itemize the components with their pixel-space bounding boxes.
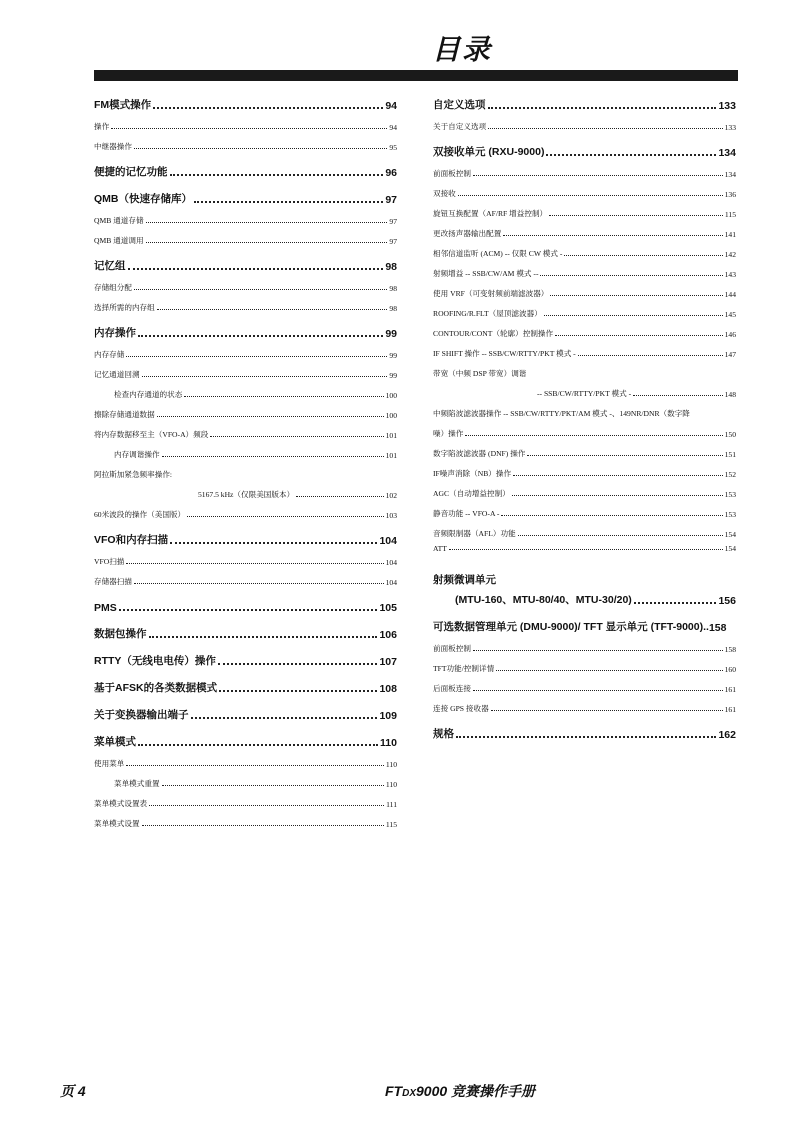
- toc-entry-label: RTTY（无线电电传）操作: [94, 655, 216, 667]
- toc-entry-label: 双接收单元 (RXU-9000): [433, 146, 545, 158]
- toc-entry: [433, 499, 736, 519]
- page-title: 目录: [432, 34, 493, 65]
- toc-entry-label: 可选数据管理单元 (DMU-9000)/ TFT 显示单元 (TFT-9000)..: [433, 621, 709, 633]
- toc-entry-label: 带宽（中频 DSP 带宽）调谐: [433, 369, 527, 378]
- toc-leader-dots: [518, 535, 723, 536]
- toc-entry: [94, 702, 397, 722]
- toc-leader-dots: [191, 717, 378, 719]
- toc-entry-page: 134: [724, 170, 736, 179]
- toc-leader-dots: [162, 456, 384, 457]
- toc-entry: [433, 199, 736, 219]
- toc-entry-label: 将内存数据移至主（VFO-A）频段: [94, 430, 209, 439]
- toc-entry: [433, 239, 736, 259]
- toc-leader-dots: [473, 175, 723, 176]
- toc-leader-dots: [564, 255, 722, 256]
- toc-entry: [433, 479, 736, 499]
- toc-entry-page: 100: [385, 391, 397, 400]
- toc-entry-page: 103: [385, 511, 397, 520]
- toc-leader-dots: [296, 496, 383, 497]
- toc-entry-label: 存储器扫描: [94, 577, 132, 586]
- toc-entry-label: 记忆组: [94, 260, 126, 272]
- toc-leader-dots: [146, 242, 388, 243]
- toc-leader-dots: [527, 455, 722, 456]
- toc-entry-label: 双接收: [433, 189, 456, 198]
- toc-entry: [94, 769, 397, 789]
- toc-entry: [433, 567, 736, 587]
- toc-entry: [94, 621, 397, 641]
- toc-entry-page: 97: [389, 217, 397, 226]
- toc-leader-dots: [496, 670, 722, 671]
- toc-entry-label: (MTU-160、MTU-80/40、MTU-30/20): [455, 594, 632, 606]
- toc-entry: [433, 379, 736, 399]
- toc-entry-label: 菜单模式设置: [94, 819, 140, 828]
- toc-entry-label: VFO扫描: [94, 557, 125, 566]
- toc-entry-label: VFO和内存扫描: [94, 534, 169, 546]
- toc-entry: [94, 273, 397, 293]
- toc-entry-page: 97: [389, 237, 397, 246]
- toc-entry: [94, 567, 397, 587]
- toc-leader-dots: [449, 549, 723, 550]
- header-bar: [94, 70, 738, 81]
- toc-entry: [433, 139, 736, 159]
- toc-leader-dots: [488, 107, 717, 109]
- toc-leader-dots: [219, 690, 377, 692]
- toc-entry: [433, 614, 736, 634]
- toc-entry-page: 102: [385, 491, 397, 500]
- toc-leader-dots: [126, 765, 384, 766]
- toc-leader-dots: [550, 295, 722, 296]
- toc-entry: [433, 539, 736, 553]
- toc-entry: [433, 587, 736, 607]
- toc-entry-label: 更改扬声器输出配置: [433, 229, 502, 238]
- toc-entry-label: 规格: [433, 728, 454, 740]
- toc-entry-label: 菜单模式设置表: [94, 799, 148, 808]
- toc-entry: [433, 259, 736, 279]
- toc-entry: [94, 527, 397, 547]
- toc-leader-dots: [546, 154, 716, 156]
- toc-entry-label: IF SHIFT 操作 -- SSB/CW/RTTY/PKT 模式 -: [433, 349, 576, 358]
- toc-entry: [433, 299, 736, 319]
- toc-leader-dots: [194, 201, 383, 203]
- toc-leader-dots: [170, 174, 384, 176]
- toc-entry-label: 关于变换器输出端子: [94, 709, 189, 721]
- toc-entry-label: 擦除存储通道数据: [94, 410, 155, 419]
- toc-leader-dots: [111, 128, 387, 129]
- toc-leader-dots: [162, 785, 384, 786]
- toc-entry-page: 158: [708, 622, 727, 634]
- toc-entry: [94, 253, 397, 273]
- toc-entry-label: 便捷的记忆功能: [94, 166, 168, 178]
- toc-leader-dots: [126, 563, 383, 564]
- toc-entry-label: 数字陷波滤波器 (DNF) 操作: [433, 449, 526, 458]
- toc-column-right: [433, 92, 736, 741]
- toc-entry: [433, 439, 736, 459]
- toc-entry-label: QMB（快速存储库）: [94, 193, 192, 205]
- toc-entry: [94, 226, 397, 246]
- toc-leader-dots: [153, 107, 383, 109]
- toc-entry-page: 94: [389, 123, 397, 132]
- toc-leader-dots: [210, 436, 383, 437]
- toc-entry: [94, 648, 397, 668]
- toc-entry-label: 内存操作: [94, 327, 136, 339]
- toc-entry-page: 160: [724, 665, 736, 674]
- toc-entry: [433, 519, 736, 539]
- toc-leader-dots: [501, 515, 722, 516]
- toc-entry-label: 存储组分配: [94, 283, 132, 292]
- toc-entry: [94, 400, 397, 420]
- toc-entry-page: 158: [724, 645, 736, 654]
- toc-entry-label: QMB 通道存储: [94, 216, 144, 225]
- toc-entry: [94, 749, 397, 769]
- manual-title: [385, 1081, 535, 1101]
- toc-entry-label: 阿拉斯加紧急频率操作:: [94, 470, 173, 479]
- toc-entry-label: 内存调谐操作: [114, 450, 160, 459]
- toc-entry-page: 146: [724, 330, 736, 339]
- toc-entry-label: 数据包操作: [94, 628, 147, 640]
- toc-leader-dots: [187, 516, 383, 517]
- toc-leader-dots: [465, 435, 722, 436]
- toc-leader-dots: [149, 636, 378, 638]
- toc-entry: [433, 159, 736, 179]
- toc-entry-page: 110: [385, 780, 397, 789]
- toc-leader-dots: [142, 376, 388, 377]
- toc-entry-page: 148: [724, 390, 736, 399]
- toc-entry-label: AGC（自动增益控制）: [433, 489, 510, 498]
- toc-entry: [94, 293, 397, 313]
- toc-leader-dots: [126, 356, 387, 357]
- toc-entry-page: 115: [385, 820, 397, 829]
- toc-leader-dots: [134, 583, 384, 584]
- toc-leader-dots: [633, 395, 722, 396]
- toc-entry: [433, 319, 736, 339]
- toc-leader-dots: [555, 335, 723, 336]
- toc-entry: [433, 279, 736, 299]
- toc-leader-dots: [544, 315, 723, 316]
- toc-entry-page: 100: [385, 411, 397, 420]
- toc-leader-dots: [578, 355, 723, 356]
- toc-entry: [94, 594, 397, 614]
- toc-entry-page: 104: [379, 535, 397, 547]
- toc-leader-dots: [473, 650, 723, 651]
- toc-entry-label: 前面板控制: [433, 644, 471, 653]
- toc-entry-page: 152: [724, 470, 736, 479]
- toc-entry: [94, 789, 397, 809]
- toc-entry-page: 111: [386, 800, 397, 809]
- toc-entry: [433, 721, 736, 741]
- toc-entry: [94, 380, 397, 400]
- toc-entry: [94, 420, 397, 440]
- toc-entry-label: 关于自定义选项: [433, 122, 487, 131]
- toc-entry-label: 选择所需的内存组: [94, 303, 155, 312]
- toc-entry-page: 98: [385, 261, 397, 273]
- toc-entry-label: PMS: [94, 602, 117, 614]
- toc-entry: [94, 460, 397, 480]
- toc-entry-label: 后面板连接: [433, 684, 471, 693]
- toc-entry-label: 自定义选项: [433, 99, 486, 111]
- toc-entry-label: FM模式操作: [94, 99, 152, 111]
- toc-leader-dots: [134, 289, 387, 290]
- toc-leader-dots: [458, 195, 723, 196]
- toc-entry-label: -- SSB/CW/RTTY/PKT 模式 -: [537, 389, 632, 398]
- toc-entry-page: 161: [724, 705, 736, 714]
- toc-leader-dots: [491, 710, 723, 711]
- toc-entry-page: 101: [385, 431, 397, 440]
- toc-entry-page: 133: [724, 123, 736, 132]
- toc-entry: [433, 694, 736, 714]
- toc-leader-dots: [184, 396, 383, 397]
- toc-entry-page: 162: [718, 729, 736, 741]
- manual-title-ft: FT: [385, 1083, 403, 1099]
- toc-entry: [94, 547, 397, 567]
- toc-entry-page: 104: [385, 558, 397, 567]
- toc-entry-page: 101: [385, 451, 397, 460]
- toc-entry-page: 97: [385, 194, 397, 206]
- toc-entry-page: 108: [379, 683, 397, 695]
- toc-leader-dots: [512, 495, 723, 496]
- toc-entry-label: 内存存储: [94, 350, 125, 359]
- toc-entry-page: 153: [724, 510, 736, 519]
- toc-entry: [433, 419, 736, 439]
- toc-entry-label: 操作: [94, 122, 110, 131]
- toc-entry: [433, 112, 736, 132]
- toc-entry-page: 99: [389, 351, 397, 360]
- toc-entry: [433, 219, 736, 239]
- toc-leader-dots: [473, 690, 723, 691]
- toc-leader-dots: [157, 416, 384, 417]
- toc-entry-label: 基于AFSK的各类数据模式: [94, 682, 218, 694]
- toc-entry: [94, 360, 397, 380]
- toc-entry-page: 106: [379, 629, 397, 641]
- toc-entry: [94, 206, 397, 226]
- manual-title-dx: DX: [402, 1088, 417, 1099]
- toc-entry: [433, 339, 736, 359]
- toc-entry-label: 使用菜单: [94, 759, 125, 768]
- toc-leader-dots: [146, 222, 388, 223]
- toc-leader-dots: [549, 215, 723, 216]
- toc-entry: [94, 729, 397, 749]
- toc-entry-label: 菜单模式: [94, 736, 136, 748]
- toc-leader-dots: [513, 475, 723, 476]
- toc-entry-page: 96: [385, 167, 397, 179]
- toc-entry-page: 136: [724, 190, 736, 199]
- toc-entry-page: 161: [724, 685, 736, 694]
- toc-entry-label: QMB 通道调用: [94, 236, 144, 245]
- toc-entry-page: 110: [385, 760, 397, 769]
- toc-entry-page: 99: [389, 371, 397, 380]
- toc-entry-page: 143: [724, 270, 736, 279]
- toc-leader-dots: [142, 825, 384, 826]
- toc-column-left: [94, 92, 397, 829]
- toc-entry-page: 94: [385, 100, 397, 112]
- toc-leader-dots: [456, 736, 716, 738]
- toc-entry-page: 142: [724, 250, 736, 259]
- toc-entry-label: 中频陷波滤波器操作 -- SSB/CW/RTTY/PKT/AM 模式 -、149NR/DNR（数字降: [433, 409, 690, 418]
- toc-leader-dots: [138, 744, 378, 746]
- toc-entry-page: 133: [718, 100, 736, 112]
- toc-entry: [433, 654, 736, 674]
- toc-entry-label: 旋钮互换配置（AF/RF 增益控制）: [433, 209, 548, 218]
- toc-entry: [433, 674, 736, 694]
- toc-entry-label: IF噪声消除（NB）操作: [433, 469, 512, 478]
- toc-entry-label: 前面板控制: [433, 169, 471, 178]
- toc-entry-label: 使用 VRF（可变射频前端滤波器）: [433, 289, 549, 298]
- toc-entry: [433, 359, 736, 379]
- toc-leader-dots: [170, 542, 377, 544]
- toc-entry-page: 99: [385, 328, 397, 340]
- toc-leader-dots: [634, 602, 717, 604]
- toc-entry-page: 98: [389, 304, 397, 313]
- toc-entry: [433, 179, 736, 199]
- toc-entry-label: 射频增益 -- SSB/CW/AM 模式 --: [433, 269, 539, 278]
- toc-entry-page: 98: [389, 284, 397, 293]
- toc-entry: [433, 92, 736, 112]
- toc-entry-page: 150: [724, 430, 736, 439]
- toc-entry: [433, 399, 736, 419]
- toc-entry-label: TFT功能/控制详情: [433, 664, 495, 673]
- toc-entry: [94, 675, 397, 695]
- toc-leader-dots: [134, 148, 387, 149]
- toc-entry-page: 141: [724, 230, 736, 239]
- toc-entry-page: 145: [724, 310, 736, 319]
- toc-entry-label: CONTOUR/CONT（轮廓）控制操作: [433, 329, 554, 338]
- page-number: 页 4: [60, 1083, 86, 1099]
- toc-entry-label: 菜单模式重置: [114, 779, 160, 788]
- toc-entry: [94, 92, 397, 112]
- toc-entry-page: 153: [724, 490, 736, 499]
- toc-entry: [94, 500, 397, 520]
- toc-entry-label: 连接 GPS 接收器: [433, 704, 489, 713]
- toc-entry: [433, 459, 736, 479]
- toc-entry-page: 156: [718, 595, 736, 607]
- toc-entry-page: 95: [389, 143, 397, 152]
- toc-leader-dots: [503, 235, 722, 236]
- toc-entry: [94, 480, 397, 500]
- toc-leader-dots: [218, 663, 378, 665]
- toc-leader-dots: [128, 268, 384, 270]
- toc-entry-page: 154: [724, 530, 736, 539]
- toc-entry-page: 110: [380, 737, 397, 749]
- toc-entry: [94, 159, 397, 179]
- toc-entry-page: 104: [385, 578, 397, 587]
- toc-entry: [94, 186, 397, 206]
- toc-entry-page: 105: [379, 602, 397, 614]
- toc-entry-page: 154: [724, 544, 736, 553]
- toc-entry-label: 60米波段的操作（美国版）: [94, 510, 186, 519]
- toc-entry-label: 噪）操作: [433, 429, 464, 438]
- toc-entry-label: 记忆通道回溯: [94, 370, 140, 379]
- manual-title-rest: 9000 竞赛操作手册: [416, 1083, 536, 1099]
- toc-leader-dots: [540, 275, 722, 276]
- toc-leader-dots: [149, 805, 384, 806]
- toc-leader-dots: [138, 335, 383, 337]
- toc-entry: [94, 112, 397, 132]
- toc-entry: [94, 809, 397, 829]
- toc-entry-label: 检查内存通道的状态: [114, 390, 183, 399]
- toc-entry-page: 144: [724, 290, 736, 299]
- toc-entry-label: 静音功能 -- VFO-A -: [433, 509, 500, 518]
- toc-leader-dots: [119, 609, 378, 611]
- toc-entry-page: 107: [379, 656, 397, 668]
- toc-entry: [433, 634, 736, 654]
- toc-entry: [94, 132, 397, 152]
- toc-entry-label: ROOFING/R.FLT（屋顶滤波器）: [433, 309, 542, 318]
- toc-entry-page: 147: [724, 350, 736, 359]
- toc-entry: [94, 440, 397, 460]
- toc-entry-label: 射频微调单元: [433, 574, 496, 586]
- toc-leader-dots: [157, 309, 388, 310]
- toc-entry-label: ATT: [433, 544, 447, 553]
- toc-entry-page: 109: [379, 710, 397, 722]
- toc-entry-page: 151: [724, 450, 736, 459]
- toc-leader-dots: [488, 128, 722, 129]
- toc-entry-label: 5167.5 kHz（仅限美国版本）: [198, 490, 295, 499]
- toc-entry: [94, 320, 397, 340]
- toc-entry: [94, 340, 397, 360]
- toc-entry-label: 音频限制器（AFL）功能: [433, 529, 516, 538]
- toc-entry-page: 134: [718, 147, 736, 159]
- toc-entry-page: 115: [724, 210, 736, 219]
- toc-entry-label: 相邻信道监听 (ACM) -- 仅限 CW 模式 -: [433, 249, 563, 258]
- toc-entry-label: 中继器操作: [94, 142, 132, 151]
